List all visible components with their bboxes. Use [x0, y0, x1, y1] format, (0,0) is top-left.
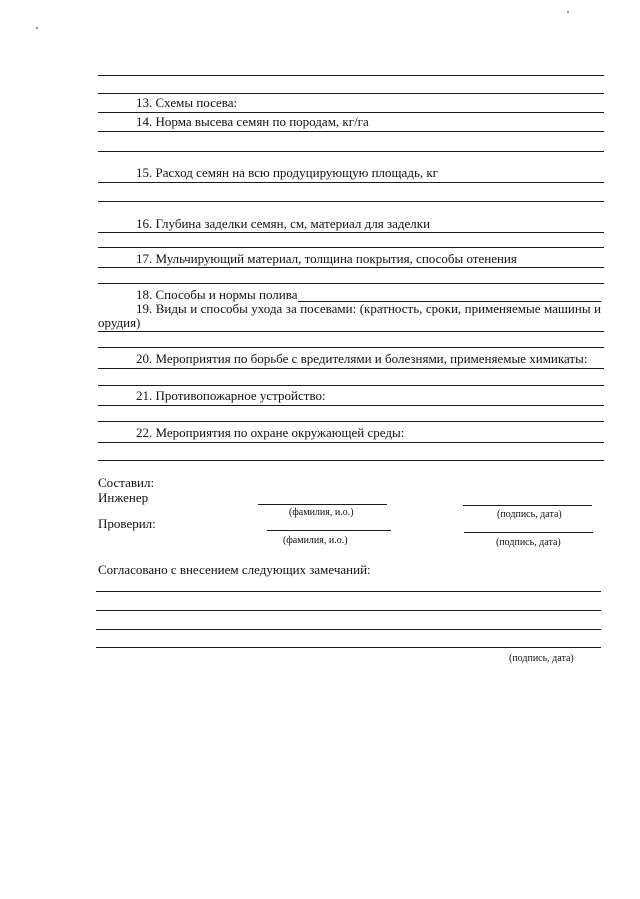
ruled-line: [98, 182, 604, 183]
compiled-label: Составил:: [98, 475, 155, 490]
ruled-line: [96, 610, 601, 611]
ruled-line: [98, 112, 604, 113]
checker-name-caption: (фамилия, и.о.): [283, 535, 348, 546]
ruled-line: [96, 591, 601, 592]
agreed-label: Согласовано с внесением следующих замечаний:: [98, 562, 371, 577]
ruled-line: [98, 421, 604, 422]
ruled-line: [98, 232, 604, 233]
item-17-label: 17. Мульчирующий материал, толщина покрытия, способы отенения: [136, 251, 517, 266]
ruled-line: [98, 131, 604, 132]
compiler-sign-caption: (подпись, дата): [497, 509, 562, 520]
item-20-label: 20. Мероприятия по борьбе с вредителями и болезнями, применяемые химикаты:: [136, 351, 588, 366]
item-15-label: 15. Расход семян на всю продуцирующую площадь, кг: [136, 165, 439, 180]
item-19-label-line1: 19. Виды и способы ухода за посевами: (кратность, сроки, применяемые машины и: [136, 301, 601, 316]
checker-sign-line: [464, 532, 593, 533]
ruled-line: [98, 151, 604, 152]
ruled-line: [98, 247, 604, 248]
ruled-line: [98, 368, 604, 369]
ruled-line: [98, 460, 604, 461]
scan-speck: [567, 11, 569, 13]
ruled-line: [98, 442, 604, 443]
ruled-line: [98, 201, 604, 202]
checked-label: Проверил:: [98, 516, 156, 531]
item-18-label: 18. Способы и нормы полива: [136, 287, 298, 302]
item-16-label: 16. Глубина заделки семян, см, материал для заделки: [136, 216, 431, 231]
item-21-label: 21. Противопожарное устройство:: [136, 388, 326, 403]
ruled-line: [98, 267, 604, 268]
ruled-line: [96, 629, 601, 630]
engineer-label: Инженер: [98, 490, 149, 505]
compiler-name-line: [258, 504, 387, 505]
ruled-line: [98, 385, 604, 386]
ruled-line: [96, 647, 601, 648]
scan-speck: [36, 27, 38, 29]
checker-sign-caption: (подпись, дата): [496, 537, 561, 548]
item-13-label: 13. Схемы посева:: [136, 95, 238, 110]
final-sign-caption: (подпись, дата): [509, 653, 574, 664]
item-19-label-line2: орудия): [98, 315, 141, 330]
ruled-line: [98, 75, 604, 76]
ruled-line: [98, 347, 604, 348]
ruled-line: [98, 93, 604, 94]
item-22-label: 22. Мероприятия по охране окружающей среды:: [136, 425, 405, 440]
compiler-name-caption: (фамилия, и.о.): [289, 507, 354, 518]
ruled-line: [98, 331, 604, 332]
item-14-label: 14. Норма высева семян по породам, кг/га: [136, 114, 369, 129]
ruled-line: [98, 405, 604, 406]
ruled-line: [98, 283, 604, 284]
compiler-sign-line: [463, 505, 592, 506]
checker-name-line: [267, 530, 391, 531]
